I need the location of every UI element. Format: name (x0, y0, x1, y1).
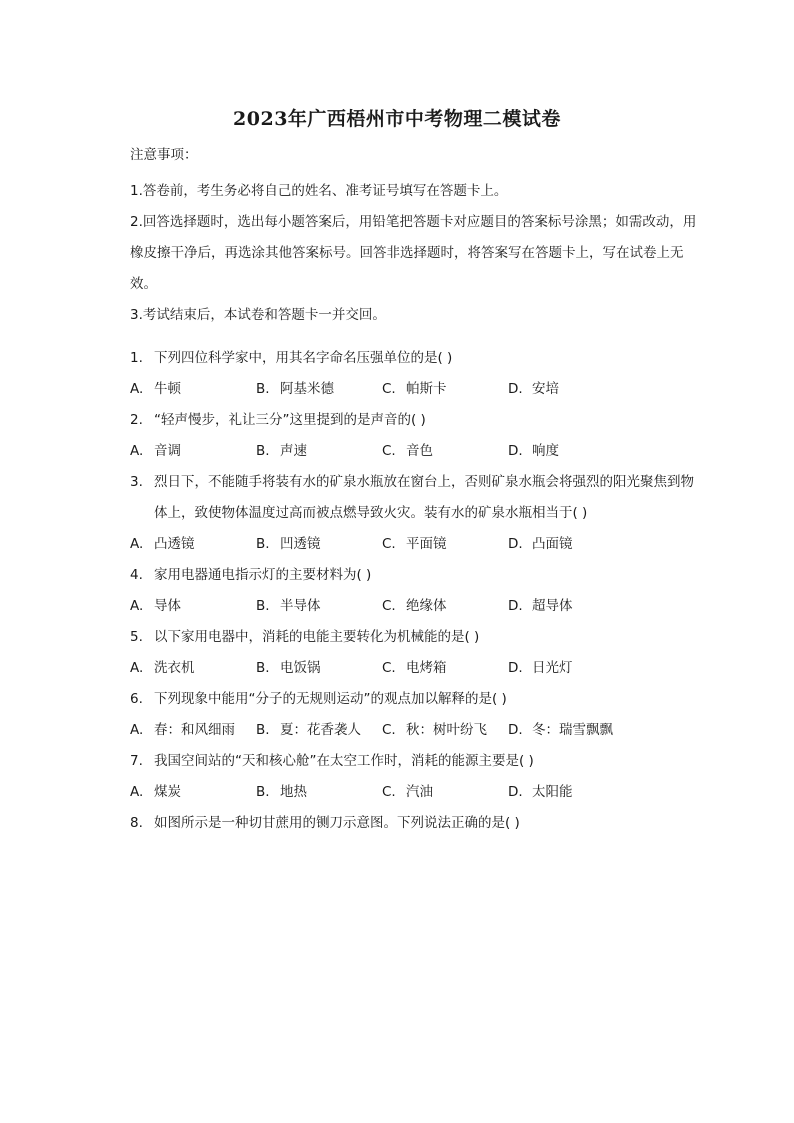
note-item-3: 3.考试结束后，本试卷和答题卡一并交回。 (130, 307, 386, 323)
note-item-1: 1.答卷前，考生务必将自己的姓名、准考证号填写在答题卡上。 (130, 183, 508, 199)
option-d[interactable]: D. 日光灯 (508, 660, 573, 676)
questions-list (130, 343, 700, 839)
option-b[interactable]: B. 半导体 (256, 598, 321, 614)
option-a[interactable]: A. 春：和风细雨 (130, 722, 235, 738)
question-stem: 家用电器通电指示灯的主要材料为( ) (154, 567, 372, 583)
option-a[interactable]: A. 牛顿 (130, 381, 181, 397)
option-c[interactable]: C. 电烤箱 (382, 660, 447, 676)
option-c[interactable]: C. 帕斯卡 (382, 381, 447, 397)
question-8 (130, 808, 700, 839)
option-b[interactable]: B. 阿基米德 (256, 381, 334, 397)
option-b[interactable]: B. 声速 (256, 443, 307, 459)
option-d[interactable]: D. 冬：瑞雪飘飘 (508, 722, 613, 738)
question-options (130, 653, 700, 684)
question-options (130, 374, 700, 405)
option-b[interactable]: B. 地热 (256, 784, 307, 800)
option-c[interactable]: C. 音色 (382, 443, 433, 459)
option-a[interactable]: A. 导体 (130, 598, 181, 614)
option-c[interactable]: C. 绝缘体 (382, 598, 447, 614)
exam-title: 2023年广西梧州市中考物理二模试卷 (233, 108, 561, 130)
question-stem: 下列四位科学家中，用其名字命名压强单位的是( ) (154, 350, 453, 366)
question-number: 5. (130, 629, 143, 645)
question-3 (130, 467, 700, 560)
question-stem: 下列现象中能用“分子的无规则运动”的观点加以解释的是( ) (154, 691, 507, 707)
question-number: 2. (130, 412, 143, 428)
question-2 (130, 405, 700, 467)
question-number: 6. (130, 691, 143, 707)
question-number: 3. (130, 474, 143, 490)
option-d[interactable]: D. 凸面镜 (508, 536, 573, 552)
option-d[interactable]: D. 太阳能 (508, 784, 573, 800)
option-a[interactable]: A. 音调 (130, 443, 181, 459)
question-6 (130, 684, 700, 746)
question-number: 1. (130, 350, 143, 366)
question-stem: 烈日下，不能随手将装有水的矿泉水瓶放在窗台上，否则矿泉水瓶会将强烈的阳光聚焦到物体上，致使物体温度过高而被点燃导致火灾。装有水的矿泉水瓶相当于( ) (154, 474, 694, 521)
option-d[interactable]: D. 响度 (508, 443, 559, 459)
question-4 (130, 560, 700, 622)
question-options (130, 436, 700, 467)
question-stem: 我国空间站的“天和核心舱”在太空工作时，消耗的能源主要是( ) (154, 753, 534, 769)
question-stem: “轻声慢步，礼让三分”这里提到的是声音的( ) (154, 412, 426, 428)
option-c[interactable]: C. 汽油 (382, 784, 433, 800)
question-number: 7. (130, 753, 143, 769)
option-a[interactable]: A. 凸透镜 (130, 536, 195, 552)
question-stem: 以下家用电器中，消耗的电能主要转化为机械能的是( ) (154, 629, 480, 645)
question-stem: 如图所示是一种切甘蔗用的铡刀示意图。下列说法正确的是( ) (154, 815, 520, 831)
option-a[interactable]: A. 洗衣机 (130, 660, 195, 676)
option-d[interactable]: D. 安培 (508, 381, 559, 397)
notes-heading: 注意事项： (130, 147, 198, 163)
option-b[interactable]: B. 电饭锅 (256, 660, 321, 676)
notes-section (130, 146, 700, 331)
question-number: 8. (130, 815, 143, 831)
option-a[interactable]: A. 煤炭 (130, 784, 181, 800)
question-options (130, 715, 700, 746)
question-5 (130, 622, 700, 684)
question-7 (130, 746, 700, 808)
option-b[interactable]: B. 凹透镜 (256, 536, 321, 552)
option-d[interactable]: D. 超导体 (508, 598, 573, 614)
option-c[interactable]: C. 平面镜 (382, 536, 447, 552)
question-options (130, 591, 700, 622)
option-b[interactable]: B. 夏：花香袭人 (256, 722, 361, 738)
question-1 (130, 343, 700, 405)
question-options (130, 777, 700, 808)
question-options (130, 529, 700, 560)
note-item-2: 2.回答选择题时，选出每小题答案后，用铅笔把答题卡对应题目的答案标号涂黑；如需改动，用橡皮擦干净后，再选涂其他答案标号。回答非选择题时，将答案写在答题卡上，写在试卷上无效。 (130, 214, 697, 292)
option-c[interactable]: C. 秋：树叶纷飞 (382, 722, 487, 738)
question-number: 4. (130, 567, 143, 583)
